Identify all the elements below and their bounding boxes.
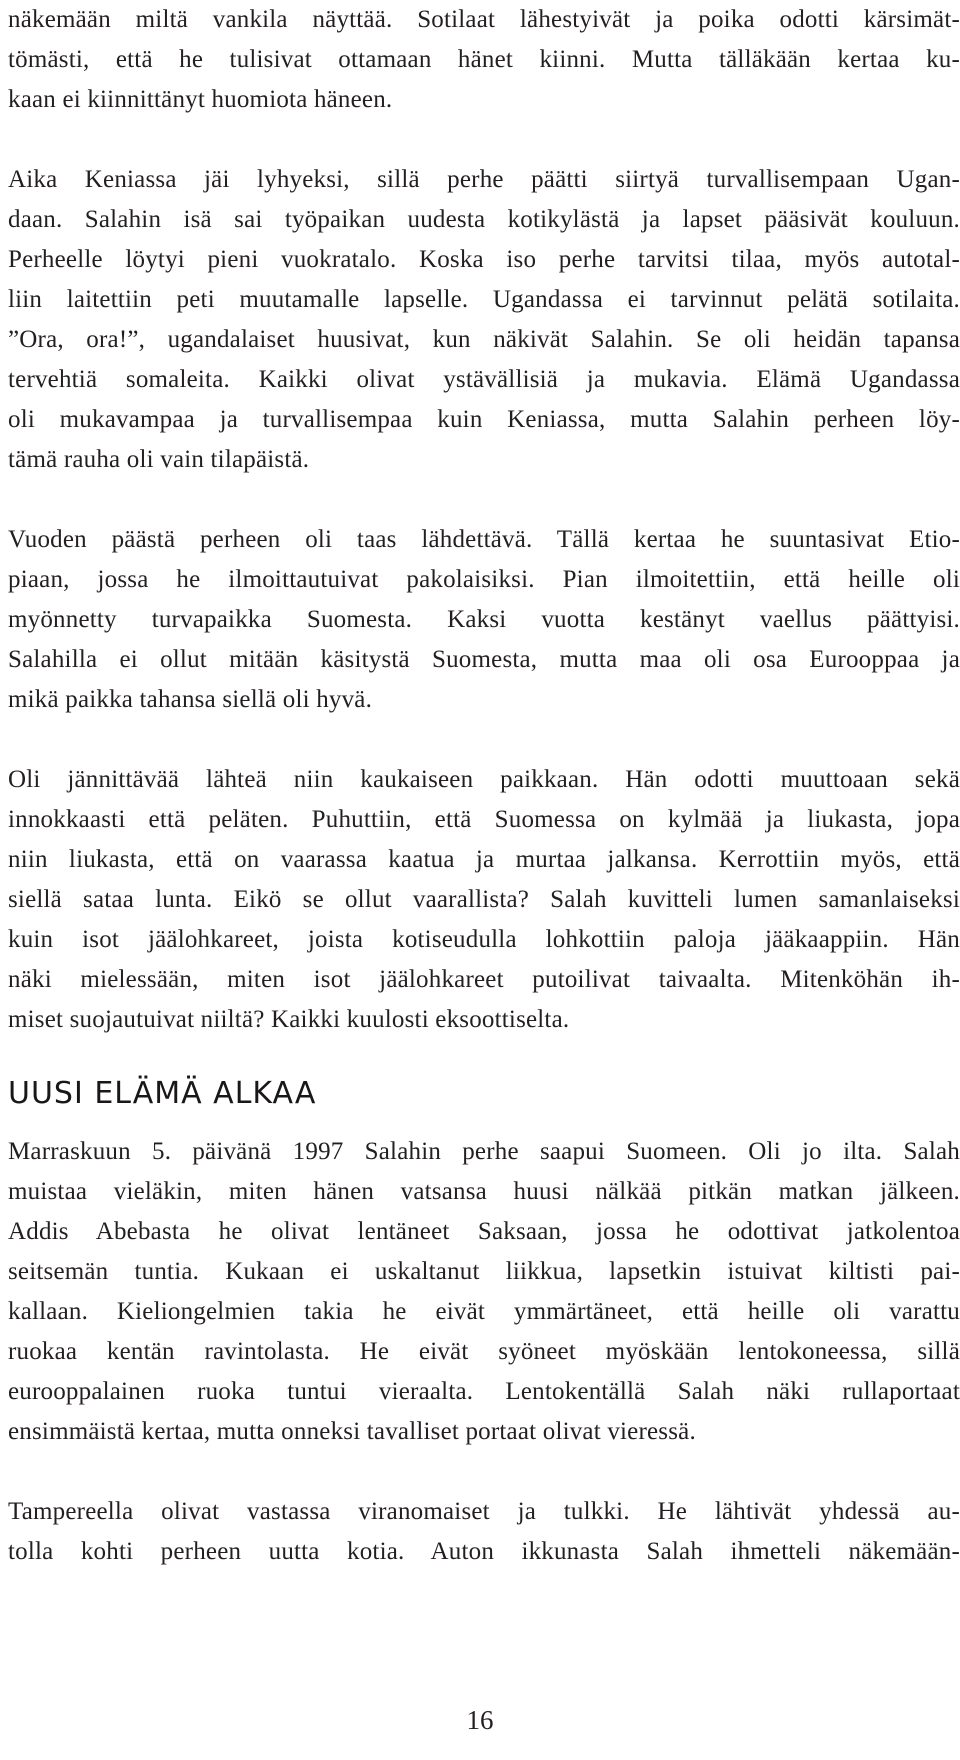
- text-line: piaan, jossa he ilmoittautuivat pakolaisiksi. Pian ilmoitettiin, että heille oli: [8, 566, 960, 593]
- text-line: miset suojautuivat niiltä? Kaikki kuulosti eksoottiselta.: [8, 1006, 570, 1033]
- paragraph-spacer: [8, 1452, 960, 1492]
- text-line: tämä rauha oli vain tilapäistä.: [8, 446, 310, 473]
- text-line: myönnetty turvapaikka Suomesta. Kaksi vuotta kestänyt vaellus päättyisi.: [8, 606, 960, 633]
- book-page: [8, 0, 960, 1572]
- text-line: innokkaasti että peläten. Puhuttiin, että Suomessa on kylmää ja liukasta, jopa: [8, 806, 960, 833]
- text-line: kuin isot jäälohkareet, joista kotiseudulla lohkottiin paloja jääkaappiin. Hän: [8, 926, 960, 953]
- text-line: niin liukasta, että on vaarassa kaatua ja murtaa jalkansa. Kerrottiin myös, että: [8, 846, 960, 873]
- text-line: Oli jännittävää lähteä niin kaukaiseen paikkaan. Hän odotti muuttoaan sekä: [8, 766, 960, 793]
- text-line: näki mielessään, miten isot jäälohkareet putoilivat taivaalta. Mitenköhän ih-: [8, 966, 960, 993]
- text-line: liin laitettiin peti muutamalle lapselle. Ugandassa ei tarvinnut pelätä sotilaita.: [8, 286, 960, 313]
- text-line: Aika Keniassa jäi lyhyeksi, sillä perhe päätti siirtyä turvallisempaan Ugan-: [8, 166, 960, 193]
- text-line: ”Ora, ora!”, ugandalaiset huusivat, kun näkivät Salahin. Se oli heidän tapansa: [8, 326, 960, 353]
- text-line: daan. Salahin isä sai työpaikan uudesta kotikylästä ja lapset pääsivät kouluun.: [8, 206, 960, 233]
- paragraph: [8, 0, 960, 120]
- text-line: eurooppalainen ruoka tuntui vieraalta. Lentokentällä Salah näki rullaportaat: [8, 1378, 960, 1405]
- text-line: näkemään miltä vankila näyttää. Sotilaat lähestyivät ja poika odotti kärsimät-: [8, 6, 960, 33]
- text-line: kallaan. Kieliongelmien takia he eivät ymmärtäneet, että heille oli varattu: [8, 1298, 960, 1325]
- paragraph: [8, 1132, 960, 1452]
- text-line: ensimmäistä kertaa, mutta onneksi tavalliset portaat olivat vieressä.: [8, 1418, 696, 1445]
- text-line: Tampereella olivat vastassa viranomaiset ja tulkki. He lähtivät yhdessä au-: [8, 1498, 960, 1525]
- text-line: tömästi, että he tulisivat ottamaan hänet kiinni. Mutta tälläkään kertaa ku-: [8, 46, 960, 73]
- page-number: 16: [466, 1705, 494, 1735]
- text-line: kaan ei kiinnittänyt huomiota häneen.: [8, 86, 393, 113]
- text-line: tolla kohti perheen uutta kotia. Auton ikkunasta Salah ihmetteli näkemään-: [8, 1538, 960, 1565]
- paragraph-spacer: [8, 1040, 960, 1068]
- paragraph: [8, 520, 960, 720]
- text-line: Marraskuun 5. päivänä 1997 Salahin perhe saapui Suomeen. Oli jo ilta. Salah: [8, 1138, 960, 1165]
- paragraph: [8, 760, 960, 1040]
- text-line: mikä paikka tahansa siellä oli hyvä.: [8, 686, 373, 713]
- text-line: Perheelle löytyi pieni vuokratalo. Koska iso perhe tarvitsi tilaa, myös autotal-: [8, 246, 960, 273]
- paragraph: [8, 160, 960, 480]
- text-line: seitsemän tuntia. Kukaan ei uskaltanut liikkua, lapsetkin istuivat kiltisti pai-: [8, 1258, 960, 1285]
- text-line: Salahilla ei ollut mitään käsitystä Suomesta, mutta maa oli osa Eurooppaa ja: [8, 646, 960, 673]
- text-line: muistaa vieläkin, miten hänen vatsansa huusi nälkää pitkän matkan jälkeen.: [8, 1178, 960, 1205]
- paragraph-spacer: [8, 480, 960, 520]
- text-line: Vuoden päästä perheen oli taas lähdettävä. Tällä kertaa he suuntasivat Etio-: [8, 526, 960, 553]
- paragraph: [8, 1492, 960, 1572]
- text-line: tervehtiä somaleita. Kaikki olivat ystävällisiä ja mukavia. Elämä Ugandassa: [8, 366, 960, 393]
- text-line: siellä sataa lunta. Eikö se ollut vaarallista? Salah kuvitteli lumen samanlaiseksi: [8, 886, 960, 913]
- paragraph-spacer: [8, 120, 960, 160]
- text-line: ruokaa kentän ravintolasta. He eivät syöneet myöskään lentokoneessa, sillä: [8, 1338, 960, 1365]
- section-heading: UUSI ELÄMÄ ALKAA: [8, 1076, 317, 1111]
- paragraph-spacer: [8, 720, 960, 760]
- text-line: oli mukavampaa ja turvallisempaa kuin Keniassa, mutta Salahin perheen löy-: [8, 406, 960, 433]
- text-line: Addis Abebasta he olivat lentäneet Saksaan, jossa he odottivat jatkolentoa: [8, 1218, 960, 1245]
